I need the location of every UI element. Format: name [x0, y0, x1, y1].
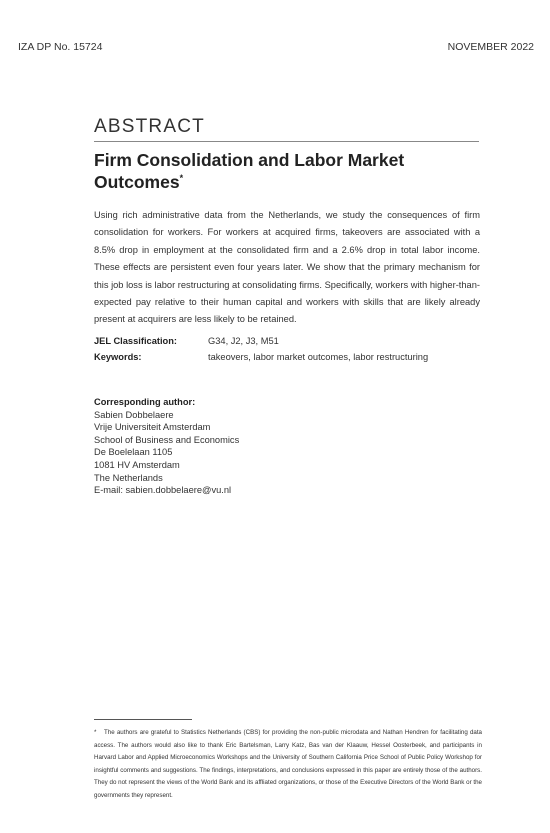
keywords-row [94, 350, 484, 364]
jel-label: JEL Classification: [94, 336, 178, 346]
author-country: The Netherlands [94, 472, 163, 483]
jel-classification-row [94, 334, 484, 348]
author-street: De Boelelaan 1105 [94, 447, 173, 458]
keywords-value: takeovers, labor market outcomes, labor restructuring [208, 352, 429, 362]
footnote-divider [94, 719, 192, 720]
author-email: E-mail: sabien.dobbelaere@vu.nl [94, 485, 232, 496]
corresponding-author-block [94, 396, 239, 497]
footnote-text: The authors are grateful to Statistics Netherlands (CBS) for providing the non-public microdata and Nathan Hendren for facilitating data access. The authors would also like to thank Eric Bartelsman, Larry Katz, Bas van der Klaauw, Hessel Oosterbeek, and participants in Harvard Labor and Applied Microeconomics Workshops and the University of Southern California Price School of Public Policy Workshop for insightful comments and suggestions. The findings, interpretations, and conclusions expressed in this paper are entirely those of the authors. They do not represent the views of the World Bank and its affliated organizations, or those of the Executive Directors of the World Bank or the governments they represent. [94, 729, 482, 799]
author-name: Sabien Dobbelaere [94, 409, 174, 420]
corresponding-author-heading: Corresponding author: [94, 397, 196, 407]
author-affiliation: Vrije Universiteit Amsterdam [94, 422, 211, 433]
publication-date: NOVEMBER 2022 [447, 41, 534, 53]
jel-value: G34, J2, J3, M51 [208, 336, 279, 346]
footnote [94, 727, 482, 802]
abstract-text: Using rich administrative data from the Netherlands, we study the consequences of firm consolidation for workers. For workers at acquired firms, takeovers are associated with a 8.5% drop in employment at the consolidated firm and a 2.6% drop in total labor income. These effects are persistent even four years later. We show that the primary mechanism for this job loss is labor restructuring at consolidating firms. Specifically, workers with higher-than-expected pay relative to their human capital and workers with skills that are likely already present at acquirers are less likely to be retained. [94, 210, 480, 325]
footnote-mark: * [94, 729, 97, 736]
section-divider [94, 141, 479, 142]
paper-title-text: Firm Consolidation and Labor Market Outcomes [94, 150, 405, 192]
author-city: 1081 HV Amsterdam [94, 459, 180, 470]
title-footnote-mark: * [179, 173, 184, 184]
series-number: IZA DP No. 15724 [18, 41, 103, 53]
section-heading: ABSTRACT [94, 116, 205, 137]
keywords-label: Keywords: [94, 352, 142, 362]
author-department: School of Business and Economics [94, 434, 240, 445]
paper-title [94, 149, 484, 193]
